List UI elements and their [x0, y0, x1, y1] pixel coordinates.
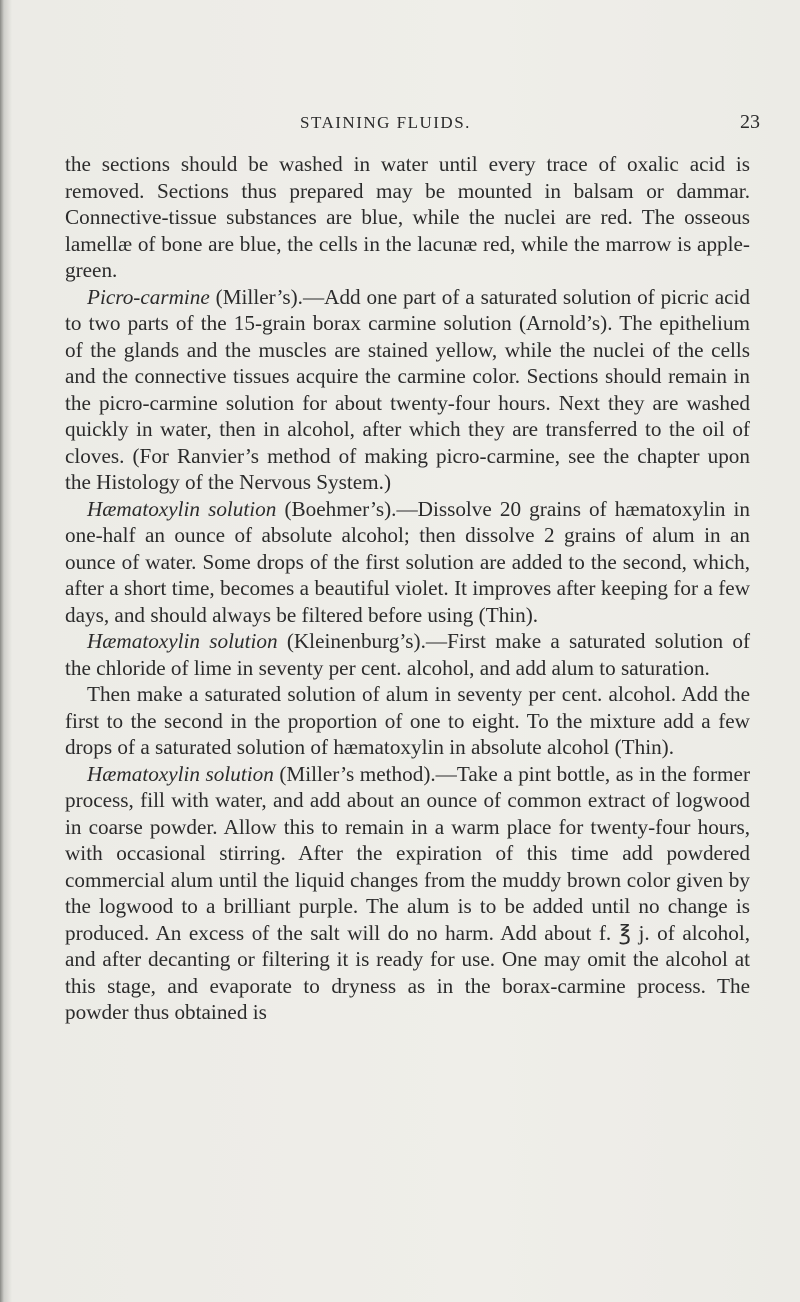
paragraph-text: Then make a saturated solution of alum in seventy per cent. alcohol. Add the first to the second in the proportion of one to eight. To the mixture add a few drops of a saturated solution of hæmatoxylin in absolute alcohol (Thin). [65, 682, 750, 759]
paragraph [65, 496, 750, 629]
paragraph-attribution: (Kleinenburg’s).— [277, 629, 448, 653]
paragraph-attribution: (Boehmer’s).— [276, 496, 418, 521]
paragraph-heading: Picro-carmine [87, 284, 210, 309]
paragraph-attribution: (Miller’s method).— [273, 761, 457, 786]
paragraph-text: the sections should be washed in water until every trace of oxalic acid is removed. Sections thus prepared may be mounted in balsam or dammar. Connective-tissue substances are blue, while the nuclei are red. The osseous lamellæ of bone are blue, the cells in the lacunæ red, while the marrow is apple-green. [65, 152, 750, 282]
paragraph-heading: Hæmatoxylin solution [87, 496, 277, 521]
paragraph [65, 284, 750, 496]
paragraph [65, 628, 750, 681]
paragraph-heading: Hæmatoxylin solution [87, 761, 274, 786]
paragraph-text: Dissolve 20 grains of hæmatoxylin in one-half an ounce of absolute alcohol; then dissolve 2 grains of alum in an ounce of water. Some drops of the first solution are added to the second, which, after a short time, becomes a beautiful violet. It improves after keeping for a few days, and should always be filtered before using (Thin). [65, 496, 750, 627]
paragraph [65, 681, 750, 761]
page-number: 23 [740, 111, 760, 133]
paragraph [65, 151, 750, 284]
paragraph-text: First make a saturated solution of the chloride of lime in seventy per cent. alcohol, and add alum to saturation. [65, 629, 750, 680]
page-header [0, 113, 800, 139]
paragraph-attribution: (Miller’s).— [209, 284, 325, 309]
running-head: STAINING FLUIDS. [300, 113, 471, 132]
paragraph-heading: Hæmatoxylin solution [87, 629, 278, 653]
body-text [65, 151, 750, 1026]
paragraph-text: Take a pint bottle, as in the former process, fill with water, and add about an ounce of common extract of logwood in coarse powder. Allow this to remain in a warm place for twenty-four hours, with occasional stirring. After the expiration of this time add powdered commercial alum until the liquid changes from the muddy brown color given by the logwood to a brilliant purple. The alum is to be added until no change is produced. An excess of the salt will do no harm. Add about f. ℥ j. of alcohol, and after decanting or filtering it is ready for use. One may omit the alcohol at this stage, and evaporate to dryness as in the borax-carmine process. The powder thus obtained is [65, 761, 750, 1024]
paragraph [65, 761, 750, 1026]
paragraph-text: Add one part of a saturated solution of picric acid to two parts of the 15-grain borax carmine solution (Arnold’s). The epithelium of the glands and the muscles are stained yellow, while the nuclei of the cells and the connective tissues acquire the carmine color. Sections should remain in the picro-carmine solution for about twenty-four hours. Next they are washed quickly in water, then in alcohol, after which they are transferred to the oil of cloves. (For Ranvier’s method of making picro-carmine, see the chapter upon the Histology of the Nervous System.) [65, 284, 750, 494]
